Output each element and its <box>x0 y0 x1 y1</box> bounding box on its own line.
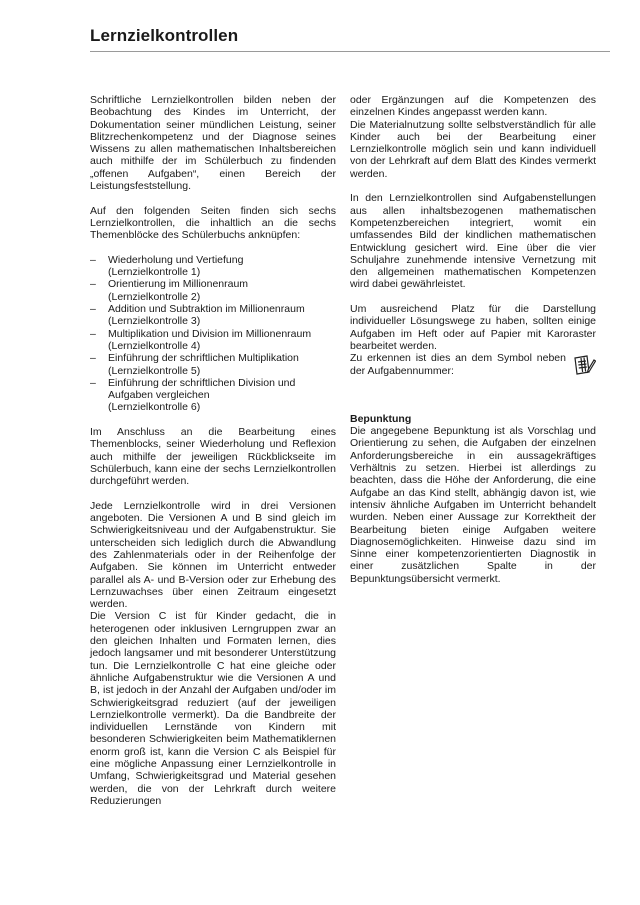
list-item-subtitle: (Lernzielkontrolle 1) <box>108 266 201 279</box>
list-dash: – <box>90 303 96 316</box>
scoring-paragraph: Die angegebene Bepunktung ist als Vorschlag und Orientierung zu sehen, die Aufgaben der einzelnen Anforderungsbereiche in ein aussagekräftiges Verhältnis zu setzen. Hierbei ist allerdings zu beachten, dass die Höhe der Anforderung, die eine Aufgabe an das Kind stellt, abhängig davon ist, wie intensiv ähnliche Aufgaben im Unterricht behandelt wurden. Neben einer Aussage zur Korrektheit der Bearbeitung bieten einige Aufgaben weitere Diagnosemöglichkeiten. Hinweise dazu sind im Sinne einer kompetenzorientierten Diagnostik in einer zusätzlichen Spalte in der Bepunktungsübersicht vermerkt. <box>350 425 596 585</box>
list-item <box>90 352 336 377</box>
version-c-paragraph: Die Version C ist für Kinder gedacht, die in heterogenen oder inklusiven Lerngruppen zwar an den gleichen Inhalten und Formaten lernen, dies jedoch langsamer und mit besonderer Unterstützung tun. Die Lernzielkontrolle C hat eine gleiche oder ähnliche Aufgabenstruktur wie die Versionen A und B, ist jedoch in der Anzahl der Aufgaben und/oder im Schwierigkeitsgrad reduziert (auf der jeweiligen Lernzielkontrolle vermerkt). Da die Bandbreite der individuellen Lernstände von Kindern mit besonderen Schwierigkeiten beim Mathematiklernen enorm groß ist, kann die Version C als Beispiel für eine mögliche Anpassung einer Lernzielkontrolle in Umfang, Schwierigkeitsgrad und Material gesehen werden, die von der Lehrkraft durch weitere Reduzierungen <box>90 610 336 807</box>
list-dash: – <box>90 253 96 266</box>
title-divider <box>90 51 610 52</box>
list-item-subtitle: (Lernzielkontrolle 4) <box>108 339 201 352</box>
continuation-paragraph: oder Ergänzungen auf die Kompetenzen des einzelnen Kindes angepasst werden kann. <box>350 94 596 119</box>
right-column <box>350 94 596 585</box>
list-item <box>90 377 336 414</box>
material-paragraph: Die Materialnutzung sollte selbstverständlich für alle Kinder auch bei der Bearbeitung einer Lernzielkontrolle möglich sein und kann individuell von der Lehrkraft auf dem Blatt des Kindes vermerkt werden. <box>350 118 596 180</box>
overview-paragraph: Auf den folgenden Seiten finden sich sechs Lernzielkontrollen, die inhaltlich an die sechs Themenblöcke des Schülerbuchs anknüpfen: <box>90 204 336 242</box>
list-item-title: Einführung der schriftlichen Division und Aufgaben vergleichen <box>108 376 296 402</box>
control-list <box>90 254 336 414</box>
list-item-title: Wiederholung und Vertiefung <box>108 253 244 266</box>
section-heading: Bepunktung <box>350 412 412 425</box>
list-item <box>90 278 336 303</box>
page-title: Lernzielkontrollen <box>90 26 239 45</box>
list-dash: – <box>90 352 96 365</box>
list-dash: – <box>90 278 96 291</box>
list-item-subtitle: (Lernzielkontrolle 6) <box>108 401 201 414</box>
list-item-subtitle: (Lernzielkontrolle 5) <box>108 364 201 377</box>
followup-paragraph: Im Anschluss an die Bearbeitung eines Themenblocks, seiner Wiederholung und Reflexion auch mithilfe der jeweiligen Rückblickseite im Schülerbuch, kann eine der sechs Lernzielkontrollen durchgeführt werden. <box>90 426 336 488</box>
competence-paragraph: In den Lernzielkontrollen sind Aufgabenstellungen aus allen inhaltsbezogenen mathematischen Kompetenzbereichen integriert, womit ein umfassendes Bild der kindlichen mathematischen Entwicklung gesichert wird. Eine über die vier Schuljahre zunehmende intensive Vernetzung mit den allgemeinen mathematischen Kompetenzen wird dabei gewährleistet. <box>350 192 596 291</box>
list-dash: – <box>90 327 96 340</box>
list-item-title: Orientierung im Millionenraum <box>108 278 249 291</box>
notebook-pencil-icon <box>572 353 596 377</box>
list-item <box>90 254 336 279</box>
symbol-note <box>350 352 596 377</box>
list-item-subtitle: (Lernzielkontrolle 3) <box>108 315 201 328</box>
list-item-title: Einführung der schriftlichen Multiplikation <box>108 352 299 365</box>
versions-paragraph: Jede Lernzielkontrolle wird in drei Versionen angeboten. Die Versionen A und B sind gleich im Schwierigkeitsniveau und der Aufgabenstruktur. Sie unterscheiden sich lediglich durch die Abwandlung des Zahlenmaterials oder in der Reihenfolge der Aufgaben. Sie können im Unterricht entweder parallel als A- und B-Version oder zur Erhebung des Lernzuwachses über einen Zeitraum eingesetzt werden. <box>90 499 336 611</box>
intro-paragraph: Schriftliche Lernzielkontrollen bilden neben der Beobachtung des Kindes im Unterricht, der Dokumentation seiner mündlichen Leistung, seiner Blitzrechenkompetenz und der Diagnose seines Wissens zu allen mathematischen Inhaltsbereichen auch mithilfe der im Schülerbuch zu findenden „offenen Aufgaben“, einen Bereich der Leistungsfeststellung. <box>90 94 336 193</box>
list-item-title: Addition und Subtraktion im Millionenraum <box>108 303 305 316</box>
list-dash: – <box>90 376 96 389</box>
left-column <box>90 94 336 807</box>
space-paragraph: Um ausreichend Platz für die Darstellung individueller Lösungswege zu haben, sollten einige Aufgaben im Heft oder auf Papier mit Karoraster bearbeitet werden. <box>350 303 596 352</box>
list-item <box>90 328 336 353</box>
symbol-note-text: Zu erkennen ist dies an dem Symbol neben der Aufgabennummer: <box>350 352 566 377</box>
list-item-title: Multiplikation und Division im Millionenraum <box>108 327 312 340</box>
list-item <box>90 303 336 328</box>
list-item-subtitle: (Lernzielkontrolle 2) <box>108 290 201 303</box>
